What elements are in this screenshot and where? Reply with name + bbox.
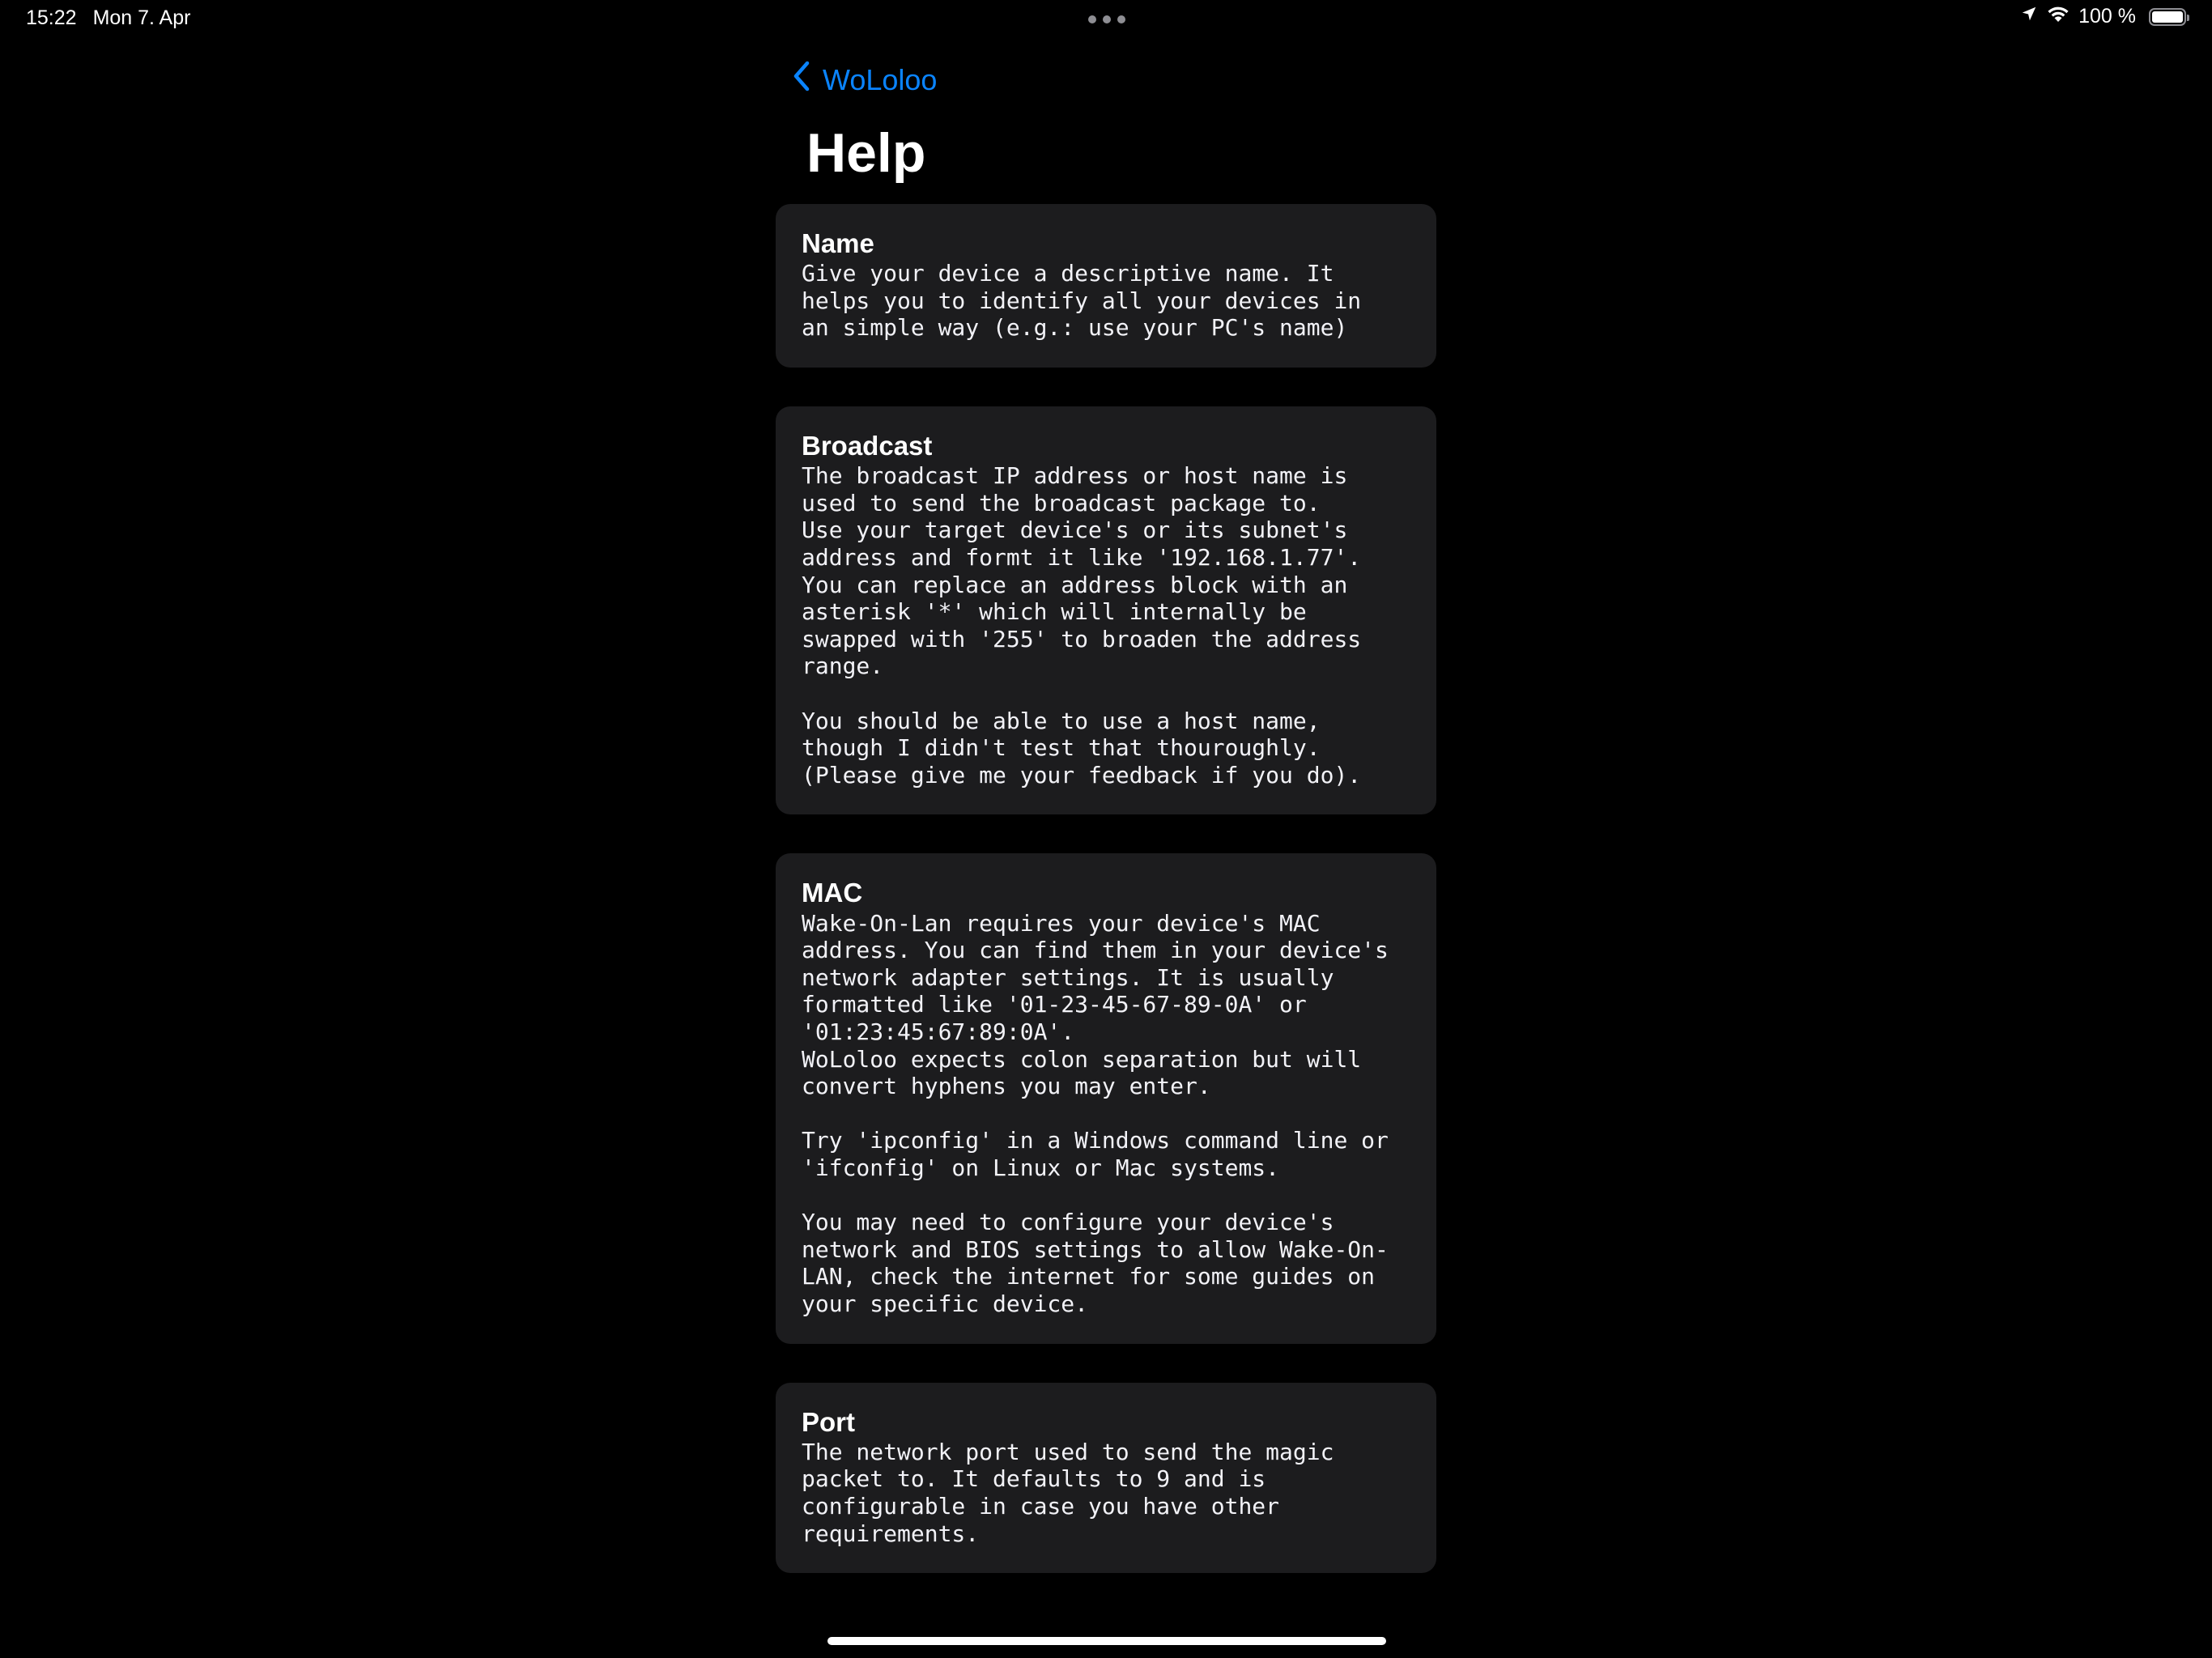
help-card-broadcast bbox=[776, 406, 1436, 814]
location-arrow-icon bbox=[2020, 5, 2038, 28]
home-indicator[interactable] bbox=[827, 1637, 1386, 1645]
help-card-body: Wake-On-Lan requires your device's MAC address. You can find them in your device's network adapter settings. It is usually formatted like '01-23-45-67-89-0A' or '01:23:45:67:89:0A'. WoLoloo expects colon separation but will convert hyphens you may enter. Try 'ipconfig' in a Windows command line or 'ifconfig' on Linux or Mac systems. You may need to configure your device's network and BIOS settings to allow Wake-On- LAN, check the internet for some guides on your specific device. bbox=[802, 909, 1389, 1317]
status-date: Mon 7. Apr bbox=[92, 6, 191, 29]
back-button-label: WoLoloo bbox=[823, 62, 938, 96]
help-card-title: Port bbox=[802, 1406, 855, 1437]
help-card-mac bbox=[776, 853, 1436, 1343]
back-button[interactable] bbox=[792, 60, 937, 100]
status-bar-right bbox=[2020, 5, 2186, 28]
wifi-icon bbox=[2046, 5, 2070, 28]
battery-level-fill bbox=[2152, 11, 2183, 23]
help-card-body: Give your device a descriptive name. It helps you to identify all your devices in an simple way (e.g.: use your PC's name) bbox=[802, 260, 1362, 342]
help-card-body: The broadcast IP address or host name is used to send the broadcast package to. Use your target device's or its subnet's address and formt it like '192.168.1.77'. You can replace an address block with an asterisk '*' which will internally be swapped with '255' to broaden the address range. You should be able to use a host name, though I didn't test that thouroughly. (Please give me your feedback if you do). bbox=[802, 462, 1362, 789]
help-card-title: Broadcast bbox=[802, 431, 933, 461]
status-bar-left bbox=[26, 6, 190, 30]
battery-icon bbox=[2149, 8, 2186, 26]
help-card-body: The network port used to send the magic packet to. It defaults to 9 and is configurable in case you have other requirements. bbox=[802, 1438, 1334, 1547]
page-title: Help bbox=[806, 122, 926, 184]
help-list[interactable] bbox=[776, 204, 1436, 1612]
help-card-port bbox=[776, 1383, 1436, 1574]
help-card-title: MAC bbox=[802, 878, 863, 908]
help-card-title: Name bbox=[802, 228, 874, 258]
chevron-left-icon bbox=[792, 60, 811, 100]
status-time: 15:22 bbox=[26, 6, 77, 29]
help-card-name bbox=[776, 204, 1436, 368]
multitasking-dots-icon[interactable] bbox=[1088, 15, 1125, 23]
battery-percentage: 100 % bbox=[2078, 5, 2136, 28]
